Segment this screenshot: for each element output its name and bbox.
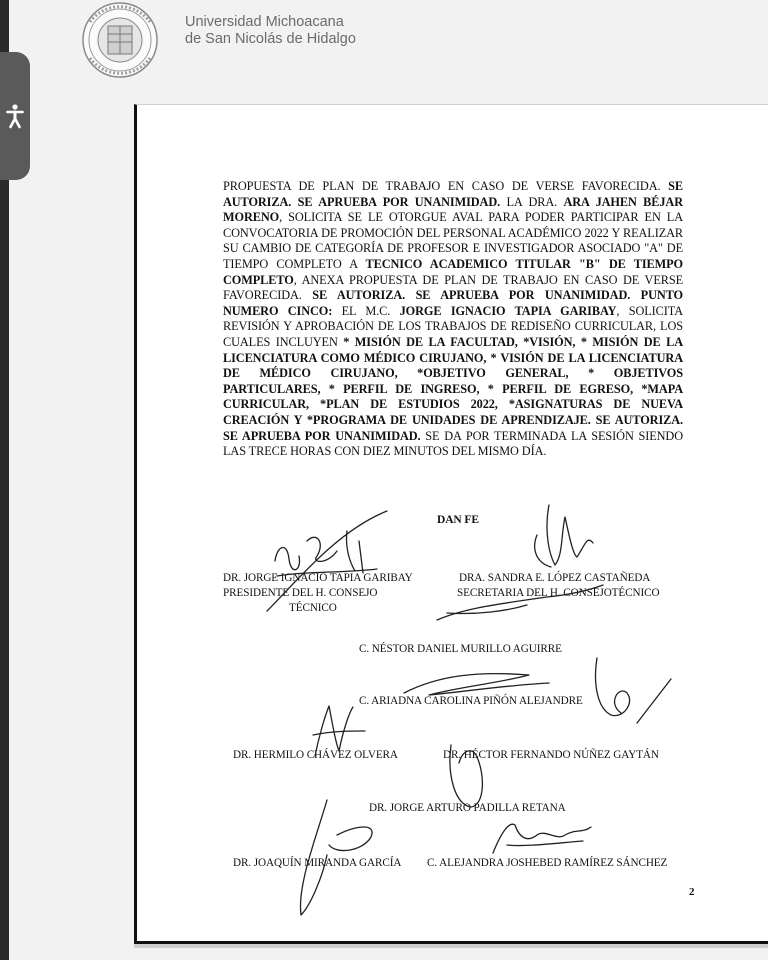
signatory-ariadna: C. ARIADNA CAROLINA PIÑÓN ALEJANDRE <box>359 695 583 707</box>
body-segment: , ANEXA PROPUESTA DE PLAN DE TRABAJO EN CASO DE VERSE FAVORECIDA. <box>223 272 683 303</box>
accessibility-person-icon <box>6 103 24 129</box>
university-name-line1: Universidad Michoacana <box>185 14 344 30</box>
signature-president <box>247 501 407 621</box>
document-page <box>134 104 768 944</box>
body-segment: SE AUTORIZA. SE APRUEBA POR UNANIMIDAD. <box>223 179 683 209</box>
body-segment: , SOLICITA REVISIÓN Y APROBACIÓN DE LOS TRABAJOS DE REDISEÑO CURRICULAR, LOS CUALES INCLUYEN <box>223 303 683 349</box>
accessibility-button[interactable] <box>0 52 30 180</box>
body-segment: ARA JAHEN BÉJAR MORENO <box>223 194 683 225</box>
page-shadow <box>134 944 768 948</box>
president-name: DR. JORGE IGNACIO TAPIA GARIBAY <box>223 572 413 584</box>
signatory-joaquin: DR. JOAQUÍN MIRANDA GARCÍA <box>233 857 402 869</box>
body-segment: EL M.C. <box>332 303 400 318</box>
signatory-hermilo: DR. HERMILO CHÁVEZ OLVERA <box>233 749 398 761</box>
signatory-alejandra: C. ALEJANDRA JOSHEBED RAMÍREZ SÁNCHEZ <box>427 857 668 869</box>
secretary-name: DRA. SANDRA E. LÓPEZ CASTAÑEDA <box>459 572 651 584</box>
body-segment: SE AUTORIZA. SE APRUEBA POR UNANIMIDAD. PUNTO NUMERO CINCO: <box>223 288 684 318</box>
signature-joaquin <box>287 795 387 925</box>
body-segment: SE DA POR TERMINADA LA SESIÓN SIENDO LAS TRECE HORAS CON DIEZ MINUTOS DEL MISMO DÍA. <box>223 428 683 459</box>
body-segment: , SOLICITA SE LE OTORGUE AVAL PARA PODER PARTICIPAR EN LA CONVOCATORIA DE PROMOCIÓN DEL PERSONAL ACADÉMICO 2022 Y REALIZAR SU CAMBIO DE CATEGORÍA DE PROFESOR E INVESTIGADOR ASOCIADO "A" DE TIEMPO COMPLETO A <box>223 210 683 271</box>
president-role-line2: TÉCNICO <box>289 602 337 614</box>
university-header <box>72 0 472 82</box>
university-seal-icon <box>72 0 168 80</box>
body-segment: JORGE IGNACIO TAPIA GARIBAY <box>399 303 617 318</box>
minutes-body-text <box>223 179 683 460</box>
signature-alejandra <box>487 813 597 863</box>
secretary-role: SECRETARIA DEL H. CONSEJOTÉCNICO <box>457 587 660 599</box>
signature-secretary <box>427 495 617 635</box>
university-name-line2: de San Nicolás de Hidalgo <box>185 31 356 47</box>
president-role-line1: PRESIDENTE DEL H. CONSEJO <box>223 587 378 599</box>
signature-ariadna <box>567 653 677 733</box>
signature-hermilo <box>305 701 375 761</box>
signatory-nestor: C. NÉSTOR DANIEL MURILLO AGUIRRE <box>359 643 562 655</box>
page-number: 2 <box>689 886 695 898</box>
dan-fe-heading: DAN FE <box>437 514 479 526</box>
signatory-hector: DR. HÉCTOR FERNANDO NÚÑEZ GAYTÁN <box>443 749 659 761</box>
body-segment: PROPUESTA DE PLAN DE TRABAJO EN CASO DE VERSE FAVORECIDA. <box>223 179 669 193</box>
body-segment: * MISIÓN DE LA FACULTAD, *VISIÓN, * MISIÓN DE LA LICENCIATURA COMO MÉDICO CIRUJANO, * VISIÓN DE LA LICENCIATURA DE MÉDICO CIRUJANO, *OBJETIVO GENERAL, * OBJETIVOS PARTICULARES, * PERFIL DE INGRESO, * PERFIL DE EGRESO, *MAPA CURRICULAR, *PLAN DE ESTUDIOS 2022, *ASIGNATURAS DE NUEVA CREACIÓN Y *PROGRAMA DE UNIDADES DE APRENDIZAJE. SE AUTORIZA. SE APRUEBA POR UNANIMIDAD. <box>223 334 683 443</box>
university-name <box>185 14 356 48</box>
signatory-jorge-arturo: DR. JORGE ARTURO PADILLA RETANA <box>369 802 566 814</box>
body-segment: TECNICO ACADEMICO TITULAR "B" DE TIEMPO COMPLETO <box>223 256 683 287</box>
signature-hector <box>437 735 527 815</box>
body-segment: LA DRA. <box>506 194 564 209</box>
